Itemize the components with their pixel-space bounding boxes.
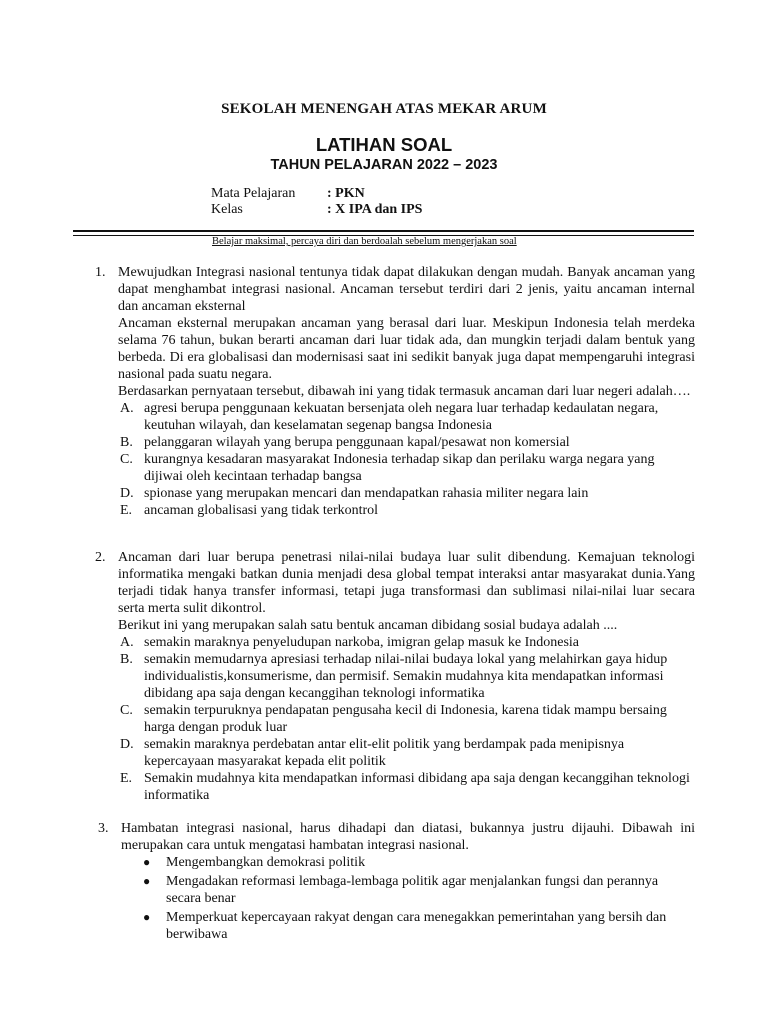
options-list <box>118 634 695 804</box>
bullet-item <box>121 854 695 871</box>
bullet-icon: ● <box>143 855 151 869</box>
option-letter: A. <box>120 635 134 650</box>
option-letter: B. <box>120 435 133 450</box>
subject-value: : PKN <box>327 186 365 201</box>
option-letter: E. <box>120 503 133 518</box>
question-number: 1. <box>95 265 106 280</box>
option-text: spionase yang merupakan mencari dan mendapatkan rahasia militer negara lain <box>144 486 589 501</box>
bullet-list <box>98 854 695 943</box>
academic-year: TAHUN PELAJARAN 2022 – 2023 <box>270 157 498 173</box>
option-letter: D. <box>120 486 134 501</box>
option-letter: C. <box>120 703 133 718</box>
option-letter: D. <box>120 737 134 752</box>
question-1 <box>95 264 695 519</box>
option-letter: E. <box>120 771 133 786</box>
bullet-icon: ● <box>143 910 151 924</box>
option-e <box>118 502 695 519</box>
option-e <box>118 770 695 804</box>
header-divider-thick <box>73 230 694 232</box>
option-text: pelanggaran wilayah yang berupa penggunaan kapal/pesawat non komersial <box>144 435 570 450</box>
question-paragraph: Mewujudkan Integrasi nasional tentunya tidak dapat dilakukan dengan mudah. Banyak ancaman yang dapat menghambat integrasi nasional. Ancaman tersebut terdiri dari 2 jenis, yaitu ancaman internal dan ancaman eksternal <box>118 265 695 314</box>
option-text: agresi berupa penggunaan kekuatan bersenjata oleh negara luar terhadap kedaulatan negara, keutuhan wilayah, dan keselamatan segenap bangsa Indonesia <box>144 401 659 433</box>
bullet-item <box>121 909 695 943</box>
bullet-item <box>121 873 695 907</box>
option-text: semakin maraknya penyeludupan narkoba, imigran gelap masuk ke Indonesia <box>144 635 580 650</box>
question-3 <box>98 820 695 943</box>
question-paragraph: Ancaman eksternal merupakan ancaman yang berasal dari luar. Meskipun Indonesia telah merdeka selama 76 tahun, bukan berarti ancaman dari luar tidak ada, dan mungkin terjadi dalam bentuk yang berbeda. Di era globalisasi dan modernisasi saat ini sedikit banyak juga dapat mempengaruhi integrasi nasional pada suatu negara. <box>118 316 695 382</box>
subject-label: Mata Pelajaran <box>211 186 296 201</box>
motto: Belajar maksimal, percaya diri dan berdoalah sebelum mengerjakan soal <box>212 236 517 247</box>
question-number: 3. <box>98 821 109 836</box>
school-name: SEKOLAH MENENGAH ATAS MEKAR ARUM <box>221 101 547 117</box>
bullet-text: Mengadakan reformasi lembaga-lembaga politik agar menjalankan fungsi dan perannya secara benar <box>166 874 659 906</box>
option-b <box>118 434 695 451</box>
option-letter: C. <box>120 452 133 467</box>
question-paragraph: Hambatan integrasi nasional, harus dihadapi dan diatasi, bukannya justru dijauhi. Dibawah ini merupakan cara untuk mengatasi hambatan integrasi nasional. <box>121 821 695 853</box>
option-a <box>118 634 695 651</box>
option-a <box>118 400 695 434</box>
option-text: Semakin mudahnya kita mendapatkan informasi dibidang apa saja dengan kecanggihan teknologi informatika <box>144 771 690 803</box>
question-2 <box>95 549 695 804</box>
option-text: semakin terpuruknya pendapatan pengusaha kecil di Indonesia, karena tidak mampu bersaing harga dengan produk luar <box>144 703 667 735</box>
option-letter: A. <box>120 401 134 416</box>
question-paragraph: Berikut ini yang merupakan salah satu bentuk ancaman dibidang sosial budaya adalah .... <box>118 618 618 633</box>
question-paragraph: Berdasarkan pernyataan tersebut, dibawah ini yang tidak termasuk ancaman dari luar negeri adalah…. <box>118 384 691 399</box>
option-d <box>118 736 695 770</box>
option-text: semakin memudarnya apresiasi terhadap nilai-nilai budaya lokal yang melahirkan gaya hidup individualistis,konsumerisme, dan permisif. Semakin mudahnya kita mendapatkan informasi dibidang apa saja dengan kecanggihan teknologi informatika <box>144 652 668 701</box>
option-text: ancaman globalisasi yang tidak terkontrol <box>144 503 379 518</box>
option-c <box>118 451 695 485</box>
option-letter: B. <box>120 652 133 667</box>
class-value: : X IPA dan IPS <box>327 202 423 217</box>
question-paragraph: Ancaman dari luar berupa penetrasi nilai-nilai budaya luar sulit dibendung. Kemajuan teknologi informatika mengaki batkan dunia menjadi desa global tempat interaksi antar masyarakat dunia.Yang terjadi tidak hanya transfer informasi, tetapi juga transformasi dan sublimasi nilai-nilai luar secara serta merta sulit dikontrol. <box>118 550 695 616</box>
bullet-icon: ● <box>143 874 151 888</box>
question-number: 2. <box>95 550 106 565</box>
option-d <box>118 485 695 502</box>
bullet-text: Mengembangkan demokrasi politik <box>166 855 366 870</box>
class-label: Kelas <box>211 202 243 217</box>
options-list <box>118 400 695 519</box>
bullet-text: Memperkuat kepercayaan rakyat dengan cara menegakkan pemerintahan yang bersih dan berwibawa <box>166 910 667 942</box>
option-text: semakin maraknya perdebatan antar elit-elit politik yang berdampak pada menipisnya kepercayaan masyarakat kepada elit politik <box>144 737 625 769</box>
option-text: kurangnya kesadaran masyarakat Indonesia terhadap sikap dan perilaku warga negara yang dijiwai oleh kecintaan terhadap bangsa <box>144 452 655 484</box>
option-b <box>118 651 695 702</box>
option-c <box>118 702 695 736</box>
document-title: LATIHAN SOAL <box>315 134 453 155</box>
